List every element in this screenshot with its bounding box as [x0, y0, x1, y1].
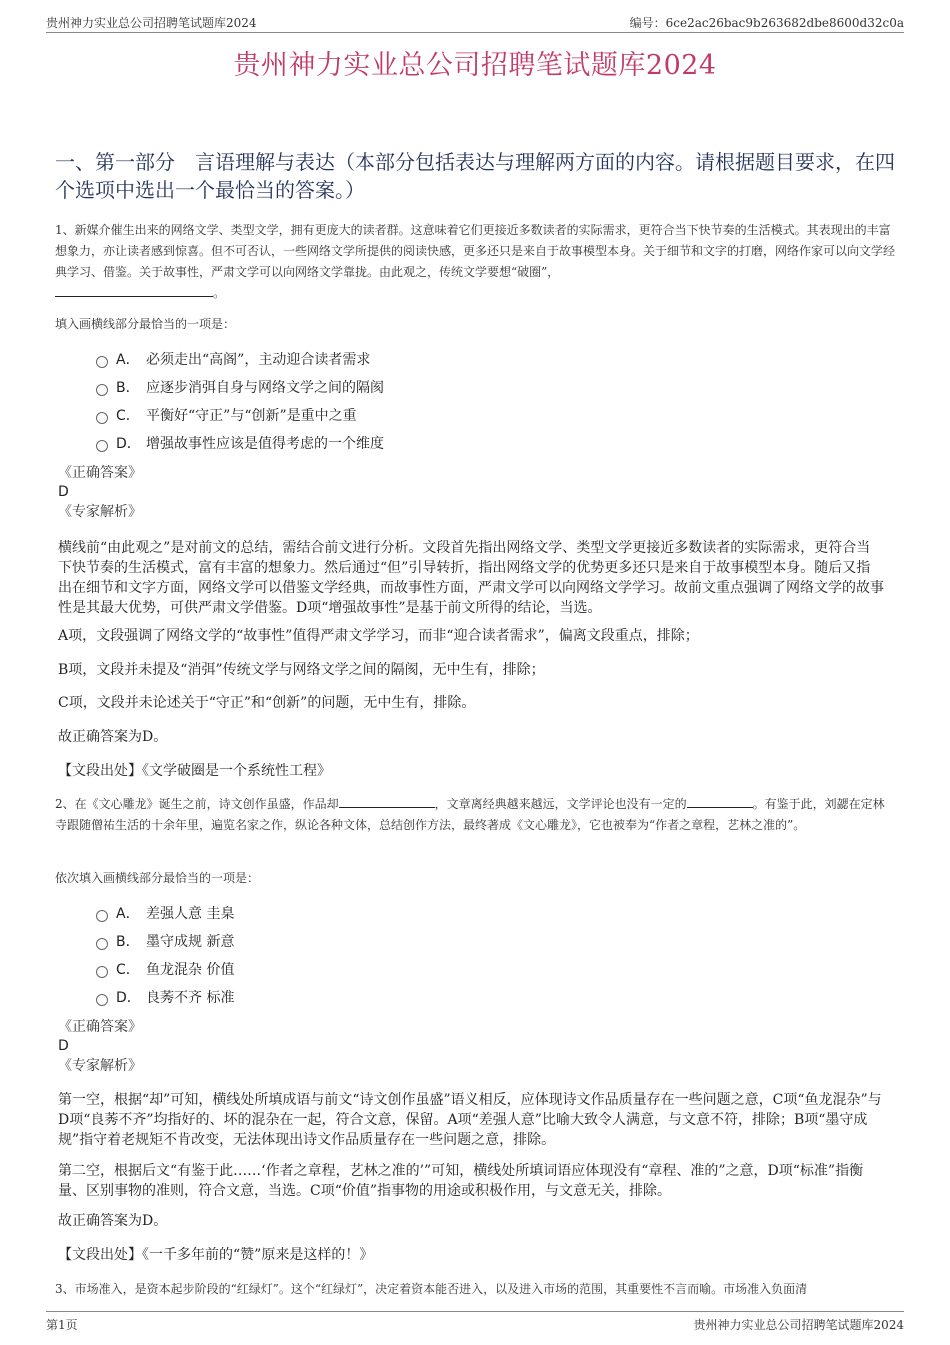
q2-answer: D [58, 1038, 69, 1054]
q1-analysis-paragraph: A项，文段强调了网络文学的“故事性”值得严肃文学学习，而非“迎合读者需求”，偏离文段重点，排除； [58, 628, 699, 644]
q1-analysis-paragraph: B项，文段并未提及“消弭”传统文学与网络文学之间的隔阂，无中生有，排除； [58, 662, 545, 678]
q2-analysis-paragraph: 第二空，根据后文“有鉴于此……‘作者之章程，艺林之准的’”可知，横线处所填词语应体现没有“章程、准的”之意，D项“标准”指衡量、区别事物的准则，符合文意，当选。C项“价值”指事物的用途或积极作用，与文意无关，排除。 [58, 1163, 864, 1199]
radio-icon[interactable] [96, 938, 108, 950]
q1-option-a[interactable]: A． 必须走出“高阁”，主动迎合读者需求 [96, 350, 370, 370]
q1-analysis-label: 《专家解析》 [58, 504, 142, 520]
section-heading: 一、第一部分 言语理解与表达（本部分包括表达与理解两方面的内容。请根据题目要求，在四个选项中选出一个最恰当的答案。） [55, 150, 895, 202]
q2-option-a[interactable]: A． 差强人意 圭臬 [96, 904, 234, 924]
q1-answer-label: 《正确答案》 [58, 465, 142, 481]
document-title: 贵州神力实业总公司招聘笔试题库2024 [233, 50, 717, 81]
header-doc-id: 编号：6ce2ac26bac9b263682dbe8600d32c0a [629, 16, 904, 30]
q1-answer: D [58, 484, 69, 500]
q2-stem: 2、在《文心雕龙》诞生之前，诗文创作虽盛，作品却 ，文章离经典越来越远，文学评论也没有一定的 。有鉴于此，刘勰在定林寺跟随僧祐生活的十余年里，遍览名家之作，纵论各种文体，总结创作方法，最终著成《文心雕龙》，它也被奉为“作者之章程，艺林之准的”。 [55, 797, 885, 832]
q2-option-c[interactable]: C． 鱼龙混杂 价值 [96, 960, 234, 980]
q2-answer-label: 《正确答案》 [58, 1019, 142, 1035]
q1-option-d[interactable]: D． 增强故事性应该是值得考虑的一个维度 [96, 434, 384, 454]
q1-source: 【文段出处】《文学破圈是一个系统性工程》 [58, 763, 331, 779]
q1-blank [55, 284, 213, 297]
q1-option-b[interactable]: B． 应逐步消弭自身与网络文学之间的隔阂 [96, 378, 384, 398]
q2-blank-1 [339, 795, 435, 808]
radio-icon[interactable] [96, 356, 108, 368]
radio-icon[interactable] [96, 910, 108, 922]
q1-option-c[interactable]: C． 平衡好“守正”与“创新”是重中之重 [96, 406, 357, 426]
page-header [46, 12, 904, 33]
footer-title: 贵州神力实业总公司招聘笔试题库2024 [693, 1318, 904, 1332]
q1-analysis-paragraph: 故正确答案为D。 [58, 729, 168, 745]
q2-analysis-paragraph: 故正确答案为D。 [58, 1213, 168, 1229]
q2-option-b[interactable]: B． 墨守成规 新意 [96, 932, 234, 952]
header-title: 贵州神力实业总公司招聘笔试题库2024 [46, 16, 257, 30]
q1-prompt: 填入画横线部分最恰当的一项是： [55, 317, 236, 331]
radio-icon[interactable] [96, 440, 108, 452]
page-number: 第1页 [46, 1318, 78, 1332]
q2-analysis-label: 《专家解析》 [58, 1058, 142, 1074]
q2-source: 【文段出处】《一千多年前的“赞”原来是这样的！》 [58, 1247, 374, 1263]
q2-blank-2 [687, 795, 753, 808]
q2-option-d[interactable]: D． 良莠不齐 标准 [96, 988, 234, 1008]
radio-icon[interactable] [96, 412, 108, 424]
q1-analysis-paragraph: C项，文段并未论述关于“守正”和“创新”的问题，无中生有，排除。 [58, 695, 476, 711]
radio-icon[interactable] [96, 994, 108, 1006]
radio-icon[interactable] [96, 966, 108, 978]
q1-analysis-paragraph: 横线前“由此观之”是对前文的总结，需结合前文进行分析。文段首先指出网络文学、类型文学更接近多数读者的实际需求，更符合当下快节奏的生活模式，富有丰富的想象力。然后通过“但”引导转折，指出网络文学的优势更多还只是来自于故事模型本身。随后又指出在细节和文字方面，网络文学可以借鉴文学经典，而故事性方面，严肃文学可以向网络文学学习。故前文重点强调了网络文学的故事性是其最大优势，可供严肃文学借鉴。D项“增强故事性”是基于前文所得的结论，当选。 [58, 540, 884, 616]
q1-stem: 1、新媒介催生出来的网络文学、类型文学，拥有更庞大的读者群。这意味着它们更接近多数读者的实际需求，更符合当下快节奏的生活模式。其表现出的丰富想象力，亦让读者感到惊喜。但不可否认，一些网络文学所提供的阅读快感，更多还只是来自于故事模型本身。关于细节和文字的打磨，网络作家可以向文学经典学习、借鉴。关于故事性，严肃文学可以向网络文学靠拢。由此观之，传统文学要想“破圈”， 。 [55, 223, 896, 300]
q3-stem: 3、市场准入，是资本起步阶段的“红绿灯”。这个“红绿灯”，决定着资本能否进入，以及进入市场的范围，其重要性不言而喻。市场准入负面清 [55, 1282, 808, 1296]
q2-analysis-paragraph: 第一空，根据“却”可知，横线处所填成语与前文“诗文创作虽盛”语义相反，应体现诗文作品质量存在一些问题之意，C项“鱼龙混杂”与D项“良莠不齐”均指好的、坏的混杂在一起，符合文意，保留。A项“差强人意”比喻大致令人满意，与文意不符，排除；B项“墨守成规”指守着老规矩不肯改变，无法体现出诗文作品质量存在一些问题之意，排除。 [58, 1092, 882, 1148]
q2-prompt: 依次填入画横线部分最恰当的一项是： [55, 871, 260, 885]
page-footer [46, 1311, 904, 1334]
radio-icon[interactable] [96, 384, 108, 396]
